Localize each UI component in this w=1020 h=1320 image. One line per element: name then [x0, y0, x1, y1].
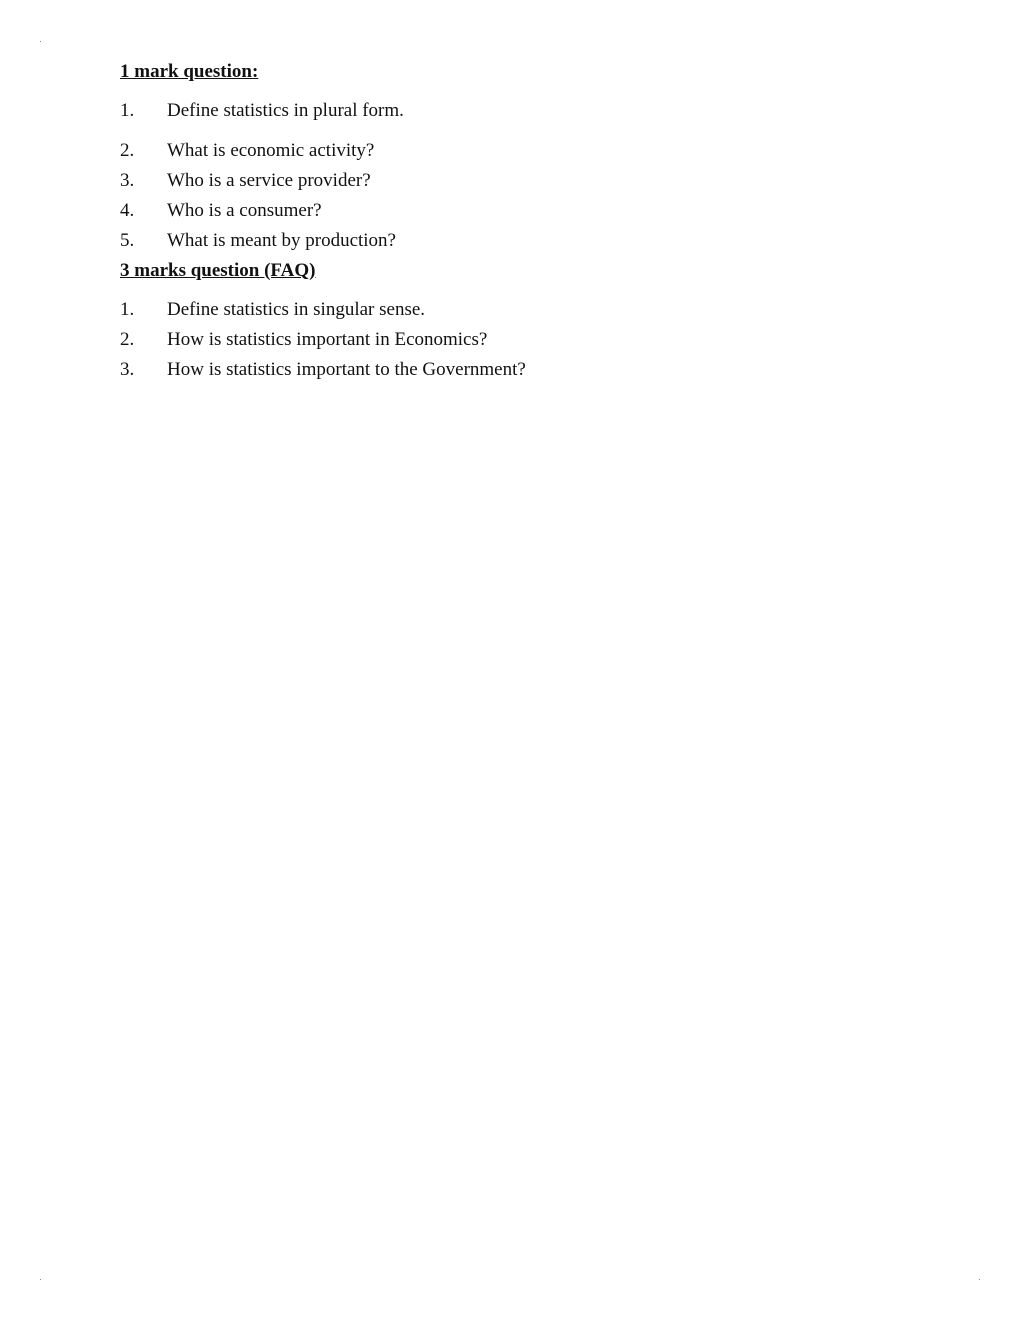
- question-number: 3.: [120, 359, 135, 380]
- question-text: Define statistics in singular sense.: [167, 299, 426, 320]
- question-text: What is economic activity?: [167, 140, 375, 161]
- question-text: How is statistics important in Economics?: [167, 329, 488, 350]
- question-text: Who is a consumer?: [167, 200, 322, 221]
- question-text: Who is a service provider?: [167, 170, 371, 191]
- question-text: Define statistics in plural form.: [167, 100, 404, 121]
- question-text: How is statistics important to the Government?: [167, 359, 526, 380]
- page-corner-mark: [40, 1279, 41, 1280]
- question-text: What is meant by production?: [167, 230, 396, 251]
- page-corner-mark: [40, 41, 41, 42]
- question-number: 5.: [120, 230, 135, 251]
- question-number: 4.: [120, 200, 135, 221]
- question-number: 1.: [120, 299, 135, 320]
- question-number: 1.: [120, 100, 135, 121]
- question-number: 2.: [120, 140, 135, 161]
- question-number: 2.: [120, 329, 135, 350]
- section-heading-1-mark: 1 mark question:: [120, 61, 259, 82]
- question-number: 3.: [120, 170, 135, 191]
- page-corner-mark: [979, 1279, 980, 1280]
- section-heading-3-marks: 3 marks question (FAQ): [120, 260, 316, 281]
